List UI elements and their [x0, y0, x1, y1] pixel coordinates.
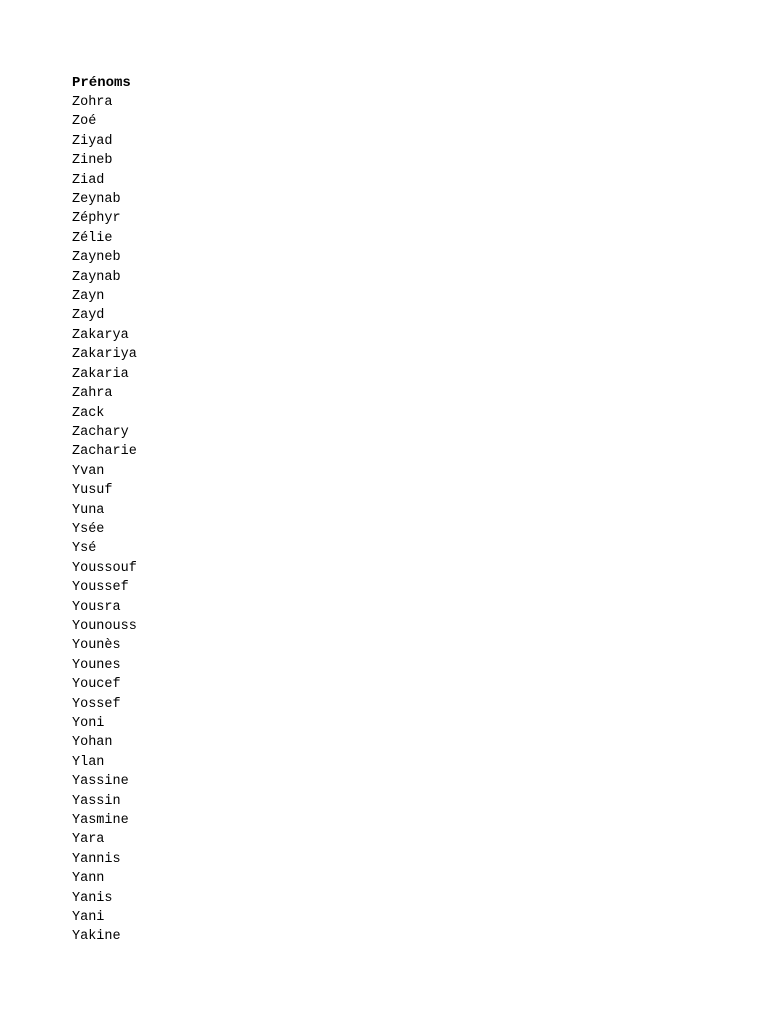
name-item: Zakaria — [72, 366, 129, 382]
name-item: Youssef — [72, 580, 129, 596]
name-item: Zakariya — [72, 347, 137, 363]
name-item: Yanis — [72, 890, 113, 906]
name-item: Zack — [72, 405, 105, 421]
names-column — [72, 73, 137, 947]
name-item: Yakine — [72, 929, 121, 945]
name-item: Yasmine — [72, 813, 129, 829]
name-item: Yusuf — [72, 483, 113, 499]
name-item: Youssouf — [72, 560, 137, 576]
name-item: Zineb — [72, 153, 113, 169]
name-item: Zaynab — [72, 269, 121, 285]
name-item: Ziad — [72, 172, 105, 188]
name-item: Youcef — [72, 677, 121, 693]
name-item: Zahra — [72, 386, 113, 402]
name-item: Zayd — [72, 308, 105, 324]
name-item: Younès — [72, 638, 121, 654]
name-item: Zachary — [72, 424, 129, 440]
name-item: Zayneb — [72, 250, 121, 266]
name-item: Younes — [72, 657, 121, 673]
name-item: Yoni — [72, 716, 105, 731]
name-item: Ysé — [72, 541, 97, 557]
name-item: Zayn — [72, 289, 105, 305]
name-item: Yousra — [72, 599, 121, 615]
name-item: Yannis — [72, 851, 121, 867]
name-item: Zoé — [72, 114, 97, 130]
name-item: Yossef — [72, 696, 121, 712]
name-item: Yara — [72, 832, 105, 848]
name-item: Yohan — [72, 735, 113, 751]
names-list — [72, 93, 137, 947]
name-item: Yassine — [72, 774, 129, 790]
name-item: Zeynab — [72, 192, 121, 208]
name-item: Yann — [72, 871, 105, 887]
name-item: Zéphyr — [72, 211, 121, 227]
name-item: Yassin — [72, 793, 121, 809]
name-item: Ylan — [72, 754, 105, 770]
name-item: Younouss — [72, 618, 137, 634]
column-header: Prénoms — [72, 75, 131, 91]
name-item: Yani — [72, 910, 105, 926]
name-item: Zakarya — [72, 327, 129, 343]
name-item: Yuna — [72, 502, 105, 518]
name-item: Yvan — [72, 463, 105, 479]
name-item: Zélie — [72, 230, 113, 246]
name-item: Zacharie — [72, 444, 137, 460]
name-item: Zohra — [72, 95, 113, 110]
name-item: Ziyad — [72, 133, 113, 149]
name-item: Ysée — [72, 521, 105, 537]
